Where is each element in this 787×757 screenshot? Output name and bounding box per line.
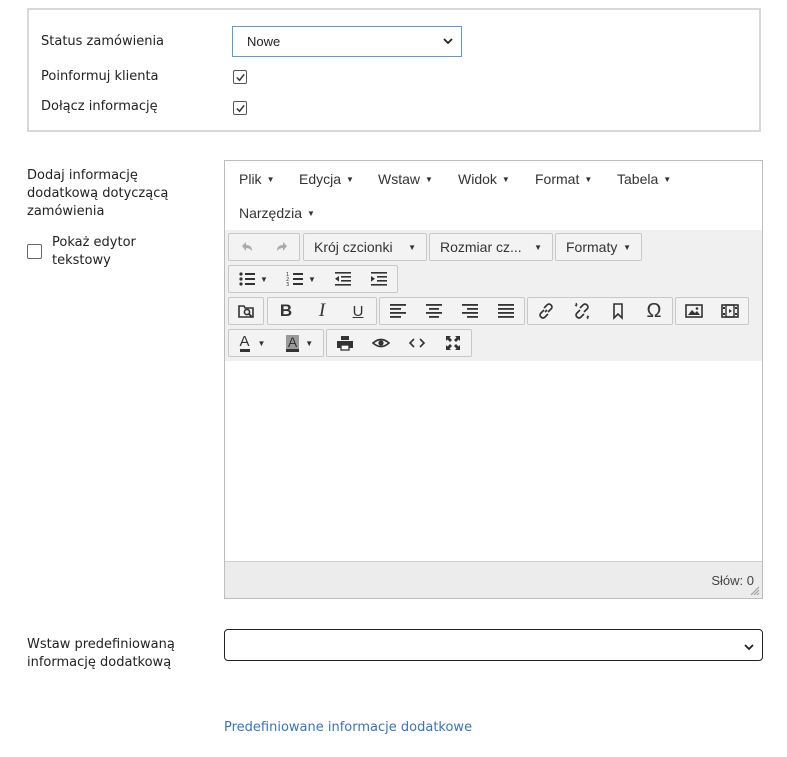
redo-icon bbox=[273, 238, 291, 256]
align-center-icon bbox=[425, 302, 443, 320]
eye-icon bbox=[372, 334, 390, 352]
insert-link-button[interactable] bbox=[528, 298, 564, 324]
caret-down-icon: ▼ bbox=[308, 274, 316, 284]
background-color-button[interactable] bbox=[276, 330, 323, 356]
show-editor-label: Pokaż edytor tekstowy bbox=[52, 235, 136, 268]
insert-image-button[interactable] bbox=[676, 298, 712, 324]
bullet-list-button[interactable] bbox=[229, 266, 277, 292]
notify-customer-label: Poinformuj klienta bbox=[41, 69, 159, 84]
list-indent-group bbox=[228, 265, 398, 293]
bullet-list-icon bbox=[238, 270, 256, 288]
fullscreen-icon bbox=[444, 334, 462, 352]
predefined-info-link[interactable]: Predefiniowane informacje dodatkowe bbox=[224, 720, 473, 735]
background-color-icon: A bbox=[287, 333, 298, 350]
editor-menubar bbox=[225, 161, 762, 231]
menu-file[interactable]: Plik ▼ bbox=[239, 171, 275, 187]
numbered-list-button[interactable] bbox=[277, 266, 325, 292]
underline-button[interactable]: U bbox=[352, 302, 364, 320]
order-status-label: Status zamówienia bbox=[41, 34, 165, 49]
align-justify-button[interactable] bbox=[488, 298, 524, 324]
link-icon bbox=[537, 302, 555, 320]
unlink-icon bbox=[573, 302, 591, 320]
align-center-button[interactable] bbox=[416, 298, 452, 324]
numbered-list-icon bbox=[286, 270, 304, 288]
outdent-icon bbox=[334, 270, 352, 288]
anchor-button[interactable] bbox=[600, 298, 636, 324]
text-color-button[interactable] bbox=[229, 330, 276, 356]
order-status-value: Nowe bbox=[247, 34, 281, 49]
menu-tools[interactable]: Narzędzia ▼ bbox=[239, 205, 315, 221]
alignment-group bbox=[379, 297, 525, 325]
undo-button[interactable] bbox=[229, 234, 264, 260]
attach-info-label: Dołącz informację bbox=[41, 99, 158, 114]
word-count: Słów: 0 bbox=[711, 573, 754, 588]
editor-toolbar bbox=[225, 230, 762, 362]
align-right-button[interactable] bbox=[452, 298, 488, 324]
font-family-label: Krój czcionki bbox=[314, 239, 393, 255]
align-left-button[interactable] bbox=[380, 298, 416, 324]
color-group bbox=[228, 329, 324, 357]
unlink-button[interactable] bbox=[564, 298, 600, 324]
source-code-button[interactable] bbox=[399, 330, 435, 356]
chevron-down-icon bbox=[443, 36, 453, 48]
svg-text:2: 2 bbox=[286, 277, 290, 283]
caret-down-icon: ▼ bbox=[305, 338, 314, 348]
caret-down-icon: ▼ bbox=[408, 242, 416, 252]
text-style-group bbox=[267, 297, 377, 325]
tools-group bbox=[326, 329, 472, 357]
indent-icon bbox=[370, 270, 388, 288]
formats-dropdown[interactable] bbox=[555, 233, 642, 261]
predefined-info-select[interactable] bbox=[224, 629, 763, 661]
fullscreen-button[interactable] bbox=[435, 330, 471, 356]
order-status-select[interactable] bbox=[232, 26, 462, 57]
order-status-panel bbox=[27, 8, 761, 132]
caret-down-icon: ▼ bbox=[260, 274, 268, 284]
font-family-dropdown[interactable] bbox=[303, 233, 427, 261]
additional-info-label: Dodaj informację dodatkową dotyczącą zamówienia bbox=[27, 168, 169, 219]
svg-text:1: 1 bbox=[286, 272, 290, 278]
insert-media-button[interactable] bbox=[712, 298, 748, 324]
rich-text-editor bbox=[224, 160, 763, 599]
print-button[interactable] bbox=[327, 330, 363, 356]
chevron-down-icon bbox=[744, 636, 754, 655]
italic-button[interactable]: I bbox=[318, 300, 326, 321]
undo-icon bbox=[238, 238, 256, 256]
find-replace-icon bbox=[237, 302, 255, 320]
editor-content-area[interactable] bbox=[225, 361, 762, 561]
predefined-info-label: Wstaw predefiniowaną informację dodatkową bbox=[27, 637, 175, 670]
font-size-label: Rozmiar cz... bbox=[440, 239, 522, 255]
show-editor-checkbox[interactable] bbox=[27, 244, 42, 259]
preview-button[interactable] bbox=[363, 330, 399, 356]
menu-edit[interactable]: Edycja ▼ bbox=[299, 171, 354, 187]
link-group bbox=[527, 297, 673, 325]
resize-handle-icon[interactable] bbox=[750, 586, 760, 596]
history-group bbox=[228, 233, 300, 261]
attach-info-checkbox[interactable] bbox=[233, 101, 247, 115]
caret-down-icon: ▼ bbox=[623, 242, 631, 252]
print-icon bbox=[336, 334, 354, 352]
media-group bbox=[675, 297, 749, 325]
menu-view[interactable]: Widok ▼ bbox=[458, 171, 510, 187]
text-color-icon: A bbox=[239, 332, 250, 350]
caret-down-icon: ▼ bbox=[257, 338, 266, 348]
menu-table[interactable]: Tabela ▼ bbox=[617, 171, 672, 187]
editor-statusbar bbox=[225, 561, 762, 598]
indent-button[interactable] bbox=[361, 266, 397, 292]
menu-insert[interactable]: Wstaw ▼ bbox=[378, 171, 433, 187]
notify-customer-checkbox[interactable] bbox=[233, 70, 247, 84]
bookmark-icon bbox=[609, 302, 627, 320]
find-replace-button[interactable] bbox=[229, 298, 263, 324]
redo-button[interactable] bbox=[264, 234, 299, 260]
special-char-button[interactable]: Ω bbox=[646, 299, 662, 322]
check-icon bbox=[235, 72, 246, 83]
align-justify-icon bbox=[497, 302, 515, 320]
bold-button[interactable]: B bbox=[279, 301, 293, 320]
code-icon bbox=[408, 334, 426, 352]
menu-format[interactable]: Format ▼ bbox=[535, 171, 593, 187]
caret-down-icon: ▼ bbox=[534, 242, 542, 252]
find-group bbox=[228, 297, 264, 325]
font-size-dropdown[interactable] bbox=[429, 233, 553, 261]
svg-text:3: 3 bbox=[286, 282, 290, 288]
film-icon bbox=[721, 302, 739, 320]
formats-label: Formaty bbox=[566, 239, 618, 255]
image-icon bbox=[685, 302, 703, 320]
align-right-icon bbox=[461, 302, 479, 320]
check-icon bbox=[235, 103, 246, 114]
outdent-button[interactable] bbox=[325, 266, 361, 292]
align-left-icon bbox=[389, 302, 407, 320]
